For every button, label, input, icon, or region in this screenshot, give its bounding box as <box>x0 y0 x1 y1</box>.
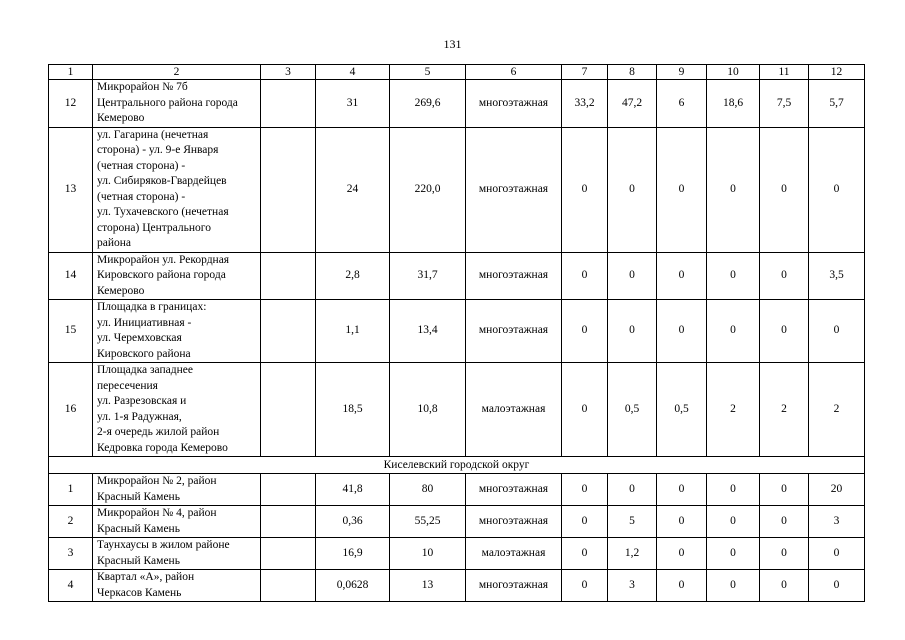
value-cell-c7: 0 <box>562 538 608 570</box>
object-name-line: Микрорайон № 7б <box>97 81 188 93</box>
value-cell-c9: 0 <box>657 127 707 252</box>
value-cell-c3 <box>261 538 316 570</box>
value-cell-c6: малоэтажная <box>466 363 562 457</box>
value-cell-c9: 0 <box>657 570 707 602</box>
value-cell-c7: 0 <box>562 506 608 538</box>
row-number-cell: 3 <box>49 538 93 570</box>
value-cell-c11: 0 <box>760 252 809 300</box>
value-cell-c6: многоэтажная <box>466 506 562 538</box>
value-cell-c9: 0 <box>657 506 707 538</box>
value-cell-c10: 2 <box>707 363 760 457</box>
value-cell-c4: 1,1 <box>316 300 390 363</box>
data-table <box>48 64 865 602</box>
table-row <box>49 252 865 300</box>
value-cell-c10: 0 <box>707 300 760 363</box>
table-body <box>49 65 865 602</box>
column-header: 1 <box>49 65 93 80</box>
value-cell-c10: 0 <box>707 538 760 570</box>
table-row <box>49 538 865 570</box>
value-cell-c12: 0 <box>809 538 865 570</box>
value-cell-c12: 0 <box>809 570 865 602</box>
value-cell-c8: 3 <box>608 570 657 602</box>
table-row <box>49 300 865 363</box>
column-number-row <box>49 65 865 80</box>
object-name-line: Микрорайон № 2, район <box>97 475 217 487</box>
value-cell-c5: 13 <box>390 570 466 602</box>
value-cell-c9: 0 <box>657 252 707 300</box>
value-cell-c4: 0,36 <box>316 506 390 538</box>
row-number-cell: 15 <box>49 300 93 363</box>
value-cell-c4: 2,8 <box>316 252 390 300</box>
value-cell-c3 <box>261 474 316 506</box>
column-header: 9 <box>657 65 707 80</box>
value-cell-c9: 0 <box>657 474 707 506</box>
value-cell-c10: 0 <box>707 570 760 602</box>
object-name-line: ул. Тухачевского (нечетная <box>97 206 229 218</box>
object-name-line: Площадка в границах: <box>97 301 207 313</box>
value-cell-c6: многоэтажная <box>466 80 562 128</box>
value-cell-c4: 24 <box>316 127 390 252</box>
value-cell-c5: 31,7 <box>390 252 466 300</box>
object-name-line: Таунхаусы в жилом районе <box>97 539 230 551</box>
value-cell-c11: 0 <box>760 570 809 602</box>
value-cell-c7: 0 <box>562 300 608 363</box>
value-cell-c5: 55,25 <box>390 506 466 538</box>
object-name-line: Микрорайон № 4, район <box>97 507 217 519</box>
value-cell-c8: 5 <box>608 506 657 538</box>
section-title: Киселевский городской округ <box>49 457 865 474</box>
object-name-cell <box>93 506 261 538</box>
value-cell-c10: 0 <box>707 252 760 300</box>
object-name-line: ул. Черемховская <box>97 332 182 344</box>
table-row <box>49 127 865 252</box>
object-name-line: Кемерово <box>97 284 145 297</box>
value-cell-c5: 13,4 <box>390 300 466 363</box>
object-name-line: Кировского района города <box>97 269 226 281</box>
table-row <box>49 80 865 128</box>
object-name-cell <box>93 80 261 128</box>
value-cell-c6: многоэтажная <box>466 570 562 602</box>
object-name-line: района <box>97 237 132 249</box>
value-cell-c12: 0 <box>809 127 865 252</box>
value-cell-c5: 269,6 <box>390 80 466 128</box>
object-name-cell <box>93 300 261 363</box>
value-cell-c4: 18,5 <box>316 363 390 457</box>
value-cell-c3 <box>261 80 316 128</box>
value-cell-c3 <box>261 506 316 538</box>
value-cell-c9: 0 <box>657 538 707 570</box>
value-cell-c9: 0,5 <box>657 363 707 457</box>
value-cell-c12: 5,7 <box>809 80 865 128</box>
table-row <box>49 506 865 538</box>
object-name-line: пересечения <box>97 379 158 392</box>
value-cell-c8: 0 <box>608 252 657 300</box>
value-cell-c6: многоэтажная <box>466 127 562 252</box>
column-header: 8 <box>608 65 657 80</box>
value-cell-c8: 0 <box>608 474 657 506</box>
object-name-line: 2-я очередь жилой район <box>97 426 220 438</box>
value-cell-c7: 0 <box>562 363 608 457</box>
value-cell-c8: 47,2 <box>608 80 657 128</box>
value-cell-c7: 0 <box>562 127 608 252</box>
row-number-cell: 16 <box>49 363 93 457</box>
table-row <box>49 570 865 602</box>
object-name-line: сторона) - ул. 9-е Января <box>97 144 219 156</box>
value-cell-c9: 6 <box>657 80 707 128</box>
value-cell-c7: 0 <box>562 570 608 602</box>
value-cell-c10: 0 <box>707 506 760 538</box>
table-row <box>49 363 865 457</box>
value-cell-c9: 0 <box>657 300 707 363</box>
column-header: 2 <box>93 65 261 80</box>
column-header: 3 <box>261 65 316 80</box>
object-name-line: ул. 1-я Радужная, <box>97 410 182 423</box>
value-cell-c8: 0 <box>608 300 657 363</box>
value-cell-c5: 10,8 <box>390 363 466 457</box>
table-row <box>49 474 865 506</box>
object-name-line: Кедровка города Кемерово <box>97 441 228 454</box>
value-cell-c7: 0 <box>562 474 608 506</box>
value-cell-c8: 0 <box>608 127 657 252</box>
object-name-line: Красный Камень <box>97 490 180 503</box>
object-name-line: (четная сторона) - <box>97 190 186 203</box>
value-cell-c11: 2 <box>760 363 809 457</box>
column-header: 6 <box>466 65 562 80</box>
row-number-cell: 2 <box>49 506 93 538</box>
row-number-cell: 13 <box>49 127 93 252</box>
value-cell-c6: малоэтажная <box>466 538 562 570</box>
value-cell-c11: 0 <box>760 538 809 570</box>
value-cell-c12: 3,5 <box>809 252 865 300</box>
value-cell-c4: 16,9 <box>316 538 390 570</box>
value-cell-c12: 0 <box>809 300 865 363</box>
value-cell-c10: 0 <box>707 474 760 506</box>
object-name-line: Красный Камень <box>97 554 180 567</box>
object-name-line: Черкасов Камень <box>97 586 182 599</box>
value-cell-c3 <box>261 252 316 300</box>
section-header-row <box>49 457 865 474</box>
object-name-line: ул. Гагарина (нечетная <box>97 128 209 141</box>
column-header: 7 <box>562 65 608 80</box>
object-name-line: сторона) Центрального <box>97 221 211 234</box>
value-cell-c12: 3 <box>809 506 865 538</box>
value-cell-c5: 220,0 <box>390 127 466 252</box>
value-cell-c11: 0 <box>760 127 809 252</box>
value-cell-c8: 0,5 <box>608 363 657 457</box>
value-cell-c12: 2 <box>809 363 865 457</box>
value-cell-c10: 18,6 <box>707 80 760 128</box>
value-cell-c4: 31 <box>316 80 390 128</box>
object-name-cell <box>93 538 261 570</box>
value-cell-c3 <box>261 363 316 457</box>
object-name-line: (четная сторона) - <box>97 159 186 172</box>
object-name-line: Квартал «А», район <box>97 571 195 583</box>
value-cell-c3 <box>261 570 316 602</box>
object-name-line: Центрального района города <box>97 96 238 109</box>
object-name-line: ул. Инициативная - <box>97 316 192 329</box>
value-cell-c4: 41,8 <box>316 474 390 506</box>
object-name-line: Красный Камень <box>97 522 180 535</box>
value-cell-c11: 0 <box>760 474 809 506</box>
value-cell-c7: 33,2 <box>562 80 608 128</box>
column-header: 11 <box>760 65 809 80</box>
object-name-cell <box>93 474 261 506</box>
row-number-cell: 4 <box>49 570 93 602</box>
column-header: 10 <box>707 65 760 80</box>
row-number-cell: 1 <box>49 474 93 506</box>
object-name-line: ул. Сибиряков-Гвардейцев <box>97 175 227 187</box>
value-cell-c3 <box>261 127 316 252</box>
object-name-line: Площадка западнее <box>97 364 193 376</box>
object-name-line: Кемерово <box>97 112 145 124</box>
value-cell-c6: многоэтажная <box>466 300 562 363</box>
column-header: 5 <box>390 65 466 80</box>
object-name-cell <box>93 570 261 602</box>
object-name-line: Микрорайон ул. Рекордная <box>97 253 230 266</box>
value-cell-c3 <box>261 300 316 363</box>
value-cell-c10: 0 <box>707 127 760 252</box>
page-number: 131 <box>443 37 462 51</box>
value-cell-c4: 0,0628 <box>316 570 390 602</box>
column-header: 12 <box>809 65 865 80</box>
column-header: 4 <box>316 65 390 80</box>
object-name-cell <box>93 363 261 457</box>
value-cell-c11: 7,5 <box>760 80 809 128</box>
value-cell-c6: многоэтажная <box>466 474 562 506</box>
value-cell-c7: 0 <box>562 252 608 300</box>
value-cell-c6: многоэтажная <box>466 252 562 300</box>
value-cell-c12: 20 <box>809 474 865 506</box>
object-name-cell <box>93 252 261 300</box>
value-cell-c5: 10 <box>390 538 466 570</box>
value-cell-c8: 1,2 <box>608 538 657 570</box>
value-cell-c5: 80 <box>390 474 466 506</box>
object-name-line: Кировского района <box>97 347 191 360</box>
value-cell-c11: 0 <box>760 300 809 363</box>
row-number-cell: 12 <box>49 80 93 128</box>
object-name-cell <box>93 127 261 252</box>
value-cell-c11: 0 <box>760 506 809 538</box>
object-name-line: ул. Разрезовская и <box>97 395 187 407</box>
row-number-cell: 14 <box>49 252 93 300</box>
